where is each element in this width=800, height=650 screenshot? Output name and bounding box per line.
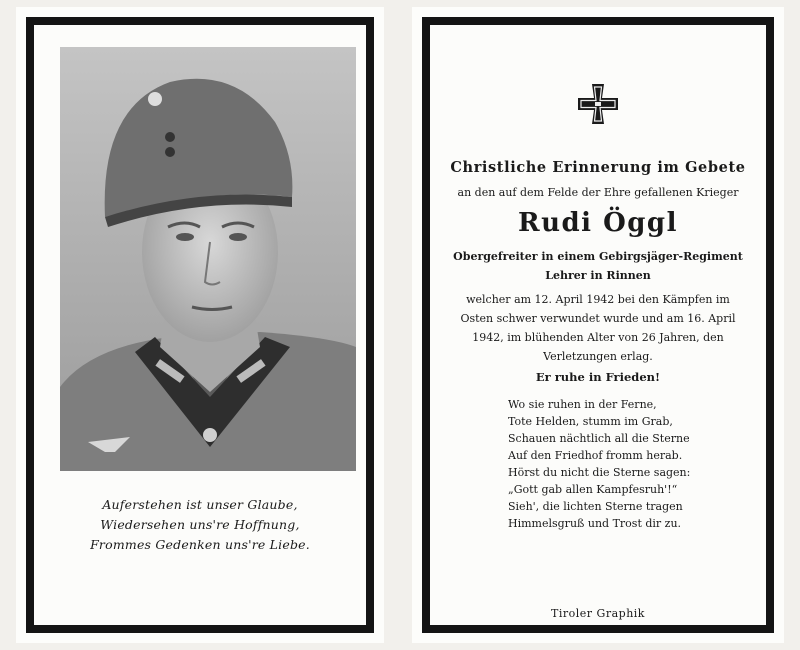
notice-line: Verletzungen erlag. [543, 350, 653, 363]
rest-in-peace: Er ruhe in Frieden! [535, 370, 661, 384]
poem-line: Frommes Gedenken uns're Liebe. [90, 537, 310, 552]
notice-line: Osten schwer verwundet wurde und am 16. April [460, 312, 736, 325]
memorial-subheading: an den auf dem Felde der Ehre gefallenen Krieger [457, 186, 739, 199]
printer-credit: Tiroler Graphik [551, 607, 645, 620]
poem-line: Wo sie ruhen in der Ferne, [508, 398, 657, 411]
deceased-name: Rudi Öggl [517, 208, 678, 238]
left-poem [16, 495, 384, 555]
rank-block [438, 247, 758, 285]
poem-line: Himmelsgruß und Trost dir zu. [508, 517, 682, 530]
poem-line: Auf den Friedhof fromm herab. [508, 449, 683, 462]
portrait-image [60, 47, 356, 471]
left-card [16, 7, 384, 643]
right-card-content [438, 7, 758, 643]
notice-line: 1942, im blühenden Alter von 26 Jahren, den [472, 331, 724, 344]
poem-line: Wiedersehen uns're Hoffnung, [100, 517, 300, 532]
iron-cross-icon [576, 82, 620, 126]
poem-line: Sieh', die lichten Sterne tragen [508, 500, 683, 513]
memorial-heading: Christliche Erinnerung im Gebete [450, 159, 746, 176]
soldier-portrait-photo [60, 47, 356, 471]
notice-line: welcher am 12. April 1942 bei den Kämpfen im [466, 293, 730, 306]
poem-line: Hörst du nicht die Sterne sagen: [508, 466, 691, 479]
poem-line: Tote Helden, stumm im Grab, [508, 415, 673, 428]
poem-line: „Gott gab allen Kampfesruh'!“ [508, 483, 678, 496]
right-card [412, 7, 784, 643]
rank-text: Obergefreiter in einem Gebirgsjäger-Regiment [453, 250, 743, 263]
right-poem [508, 396, 758, 532]
occupation-text: Lehrer in Rinnen [545, 269, 651, 282]
poem-line: Schauen nächtlich all die Sterne [508, 432, 690, 445]
death-notice [438, 290, 758, 366]
poem-line: Auferstehen ist unser Glaube, [102, 497, 298, 512]
